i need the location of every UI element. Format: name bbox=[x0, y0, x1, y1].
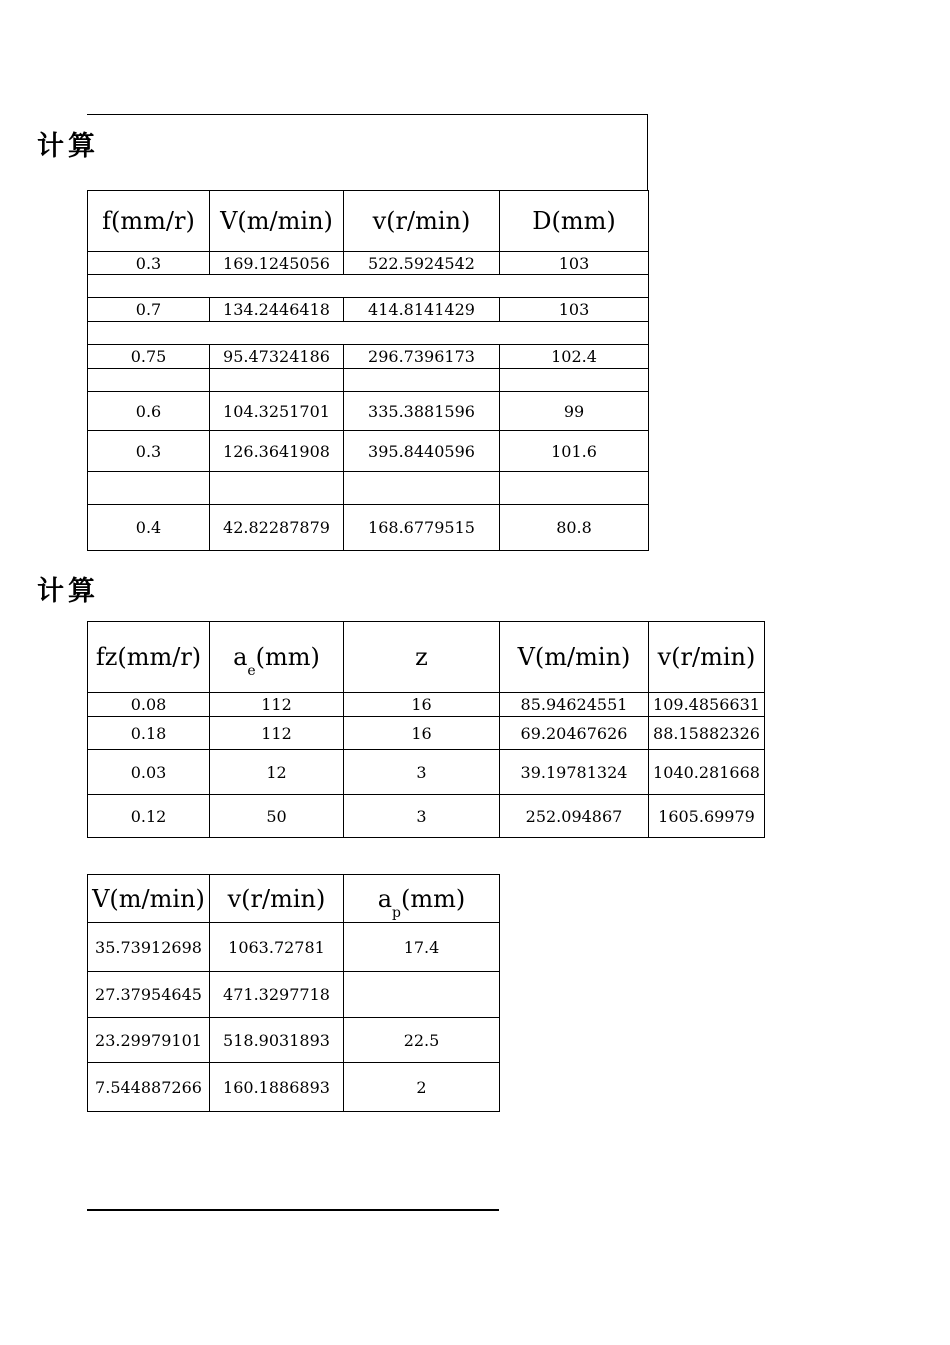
table-cell: 42.82287879 bbox=[210, 505, 344, 551]
table-3 bbox=[87, 874, 500, 1112]
table-row bbox=[88, 275, 649, 298]
table-row bbox=[88, 1063, 500, 1112]
table-cell: 88.15882326 bbox=[649, 717, 765, 750]
table-cell: 103 bbox=[500, 298, 649, 322]
table-row bbox=[88, 472, 649, 505]
table-cell: 395.8440596 bbox=[344, 431, 500, 472]
table-cell: 0.08 bbox=[88, 693, 210, 717]
table1-right-frame bbox=[647, 114, 648, 191]
table-cell: 252.094867 bbox=[500, 795, 649, 838]
table-cell-empty bbox=[88, 322, 649, 345]
table-cell: 0.7 bbox=[88, 298, 210, 322]
table-row bbox=[88, 717, 765, 750]
section-title-2: 计算 bbox=[37, 576, 99, 607]
table-row bbox=[88, 392, 649, 431]
table-cell: 112 bbox=[210, 693, 344, 717]
table-row bbox=[88, 972, 500, 1018]
table-cell: 35.73912698 bbox=[88, 923, 210, 972]
table-cell: 0.18 bbox=[88, 717, 210, 750]
table-cell bbox=[500, 369, 649, 392]
header-unit: (mm) bbox=[255, 643, 320, 671]
table-cell: 0.3 bbox=[88, 252, 210, 275]
table-cell: 0.12 bbox=[88, 795, 210, 838]
header-unit: (mm) bbox=[401, 884, 466, 913]
table-row bbox=[88, 1018, 500, 1063]
table-cell: 169.1245056 bbox=[210, 252, 344, 275]
table-cell-empty bbox=[88, 275, 649, 298]
table-cell: 104.3251701 bbox=[210, 392, 344, 431]
table-cell: 1605.69979 bbox=[649, 795, 765, 838]
table-cell: 80.8 bbox=[500, 505, 649, 551]
header-subscript: p bbox=[392, 904, 402, 921]
header-cell: D(mm) bbox=[500, 191, 649, 252]
table-cell: 7.544887266 bbox=[88, 1063, 210, 1112]
table-cell bbox=[344, 369, 500, 392]
table-cell: 85.94624551 bbox=[500, 693, 649, 717]
table-cell: 2 bbox=[344, 1063, 500, 1112]
table-1 bbox=[87, 190, 649, 551]
table-row bbox=[88, 252, 649, 275]
table-cell: 134.2446418 bbox=[210, 298, 344, 322]
table-header-row bbox=[88, 191, 649, 252]
table-cell: 16 bbox=[344, 693, 500, 717]
table-cell: 160.1886893 bbox=[210, 1063, 344, 1112]
table-cell: 23.29979101 bbox=[88, 1018, 210, 1063]
table-row bbox=[88, 322, 649, 345]
table-row bbox=[88, 750, 765, 795]
table-cell: 3 bbox=[344, 795, 500, 838]
table-cell: 0.6 bbox=[88, 392, 210, 431]
table-cell bbox=[88, 472, 210, 505]
table-cell: 518.9031893 bbox=[210, 1018, 344, 1063]
table-header-row bbox=[88, 622, 765, 693]
table-row bbox=[88, 369, 649, 392]
table-row bbox=[88, 795, 765, 838]
table-cell: 3 bbox=[344, 750, 500, 795]
table-cell bbox=[344, 972, 500, 1018]
header-cell: fz(mm/r) bbox=[88, 622, 210, 693]
table-cell: 126.3641908 bbox=[210, 431, 344, 472]
header-cell: z bbox=[344, 622, 500, 693]
table-cell: 168.6779515 bbox=[344, 505, 500, 551]
table-cell: 0.3 bbox=[88, 431, 210, 472]
header-symbol: a bbox=[377, 884, 393, 913]
table-cell: 103 bbox=[500, 252, 649, 275]
table-cell: 50 bbox=[210, 795, 344, 838]
table-2 bbox=[87, 621, 765, 838]
table-cell: 0.03 bbox=[88, 750, 210, 795]
table-cell bbox=[210, 472, 344, 505]
table-cell: 17.4 bbox=[344, 923, 500, 972]
table-cell bbox=[210, 369, 344, 392]
table-cell: 101.6 bbox=[500, 431, 649, 472]
table-cell bbox=[344, 472, 500, 505]
table-cell: 0.4 bbox=[88, 505, 210, 551]
header-cell: V(m/min) bbox=[500, 622, 649, 693]
table-cell: 12 bbox=[210, 750, 344, 795]
table-cell: 27.37954645 bbox=[88, 972, 210, 1018]
table-cell: 296.7396173 bbox=[344, 345, 500, 369]
table-cell: 102.4 bbox=[500, 345, 649, 369]
header-subscript: e bbox=[247, 663, 256, 679]
header-cell: v(r/min) bbox=[649, 622, 765, 693]
table-cell bbox=[500, 472, 649, 505]
table-cell: 1063.72781 bbox=[210, 923, 344, 972]
table-row bbox=[88, 298, 649, 322]
table-cell: 109.4856631 bbox=[649, 693, 765, 717]
header-cell: v(r/min) bbox=[344, 191, 500, 252]
table-cell: 99 bbox=[500, 392, 649, 431]
table-cell: 69.20467626 bbox=[500, 717, 649, 750]
table-row bbox=[88, 505, 649, 551]
header-symbol: a bbox=[233, 643, 248, 671]
table-cell: 22.5 bbox=[344, 1018, 500, 1063]
bottom-rule bbox=[87, 1209, 499, 1211]
table-cell: 335.3881596 bbox=[344, 392, 500, 431]
table-cell: 112 bbox=[210, 717, 344, 750]
table-cell: 95.47324186 bbox=[210, 345, 344, 369]
table-cell: 0.75 bbox=[88, 345, 210, 369]
header-cell: V(m/min) bbox=[88, 875, 210, 923]
table-cell: 522.5924542 bbox=[344, 252, 500, 275]
section-title-1: 计算 bbox=[37, 131, 99, 162]
table-cell: 16 bbox=[344, 717, 500, 750]
table-row bbox=[88, 923, 500, 972]
header-cell: f(mm/r) bbox=[88, 191, 210, 252]
table-cell: 39.19781324 bbox=[500, 750, 649, 795]
table1-top-border bbox=[87, 114, 648, 115]
header-cell: v(r/min) bbox=[210, 875, 344, 923]
table-cell: 414.8141429 bbox=[344, 298, 500, 322]
table-row bbox=[88, 693, 765, 717]
table-row bbox=[88, 345, 649, 369]
table-cell: 471.3297718 bbox=[210, 972, 344, 1018]
header-cell bbox=[344, 875, 500, 923]
table-cell: 1040.281668 bbox=[649, 750, 765, 795]
header-cell: V(m/min) bbox=[210, 191, 344, 252]
header-cell bbox=[210, 622, 344, 693]
table-row bbox=[88, 431, 649, 472]
table-cell bbox=[88, 369, 210, 392]
table-header-row bbox=[88, 875, 500, 923]
